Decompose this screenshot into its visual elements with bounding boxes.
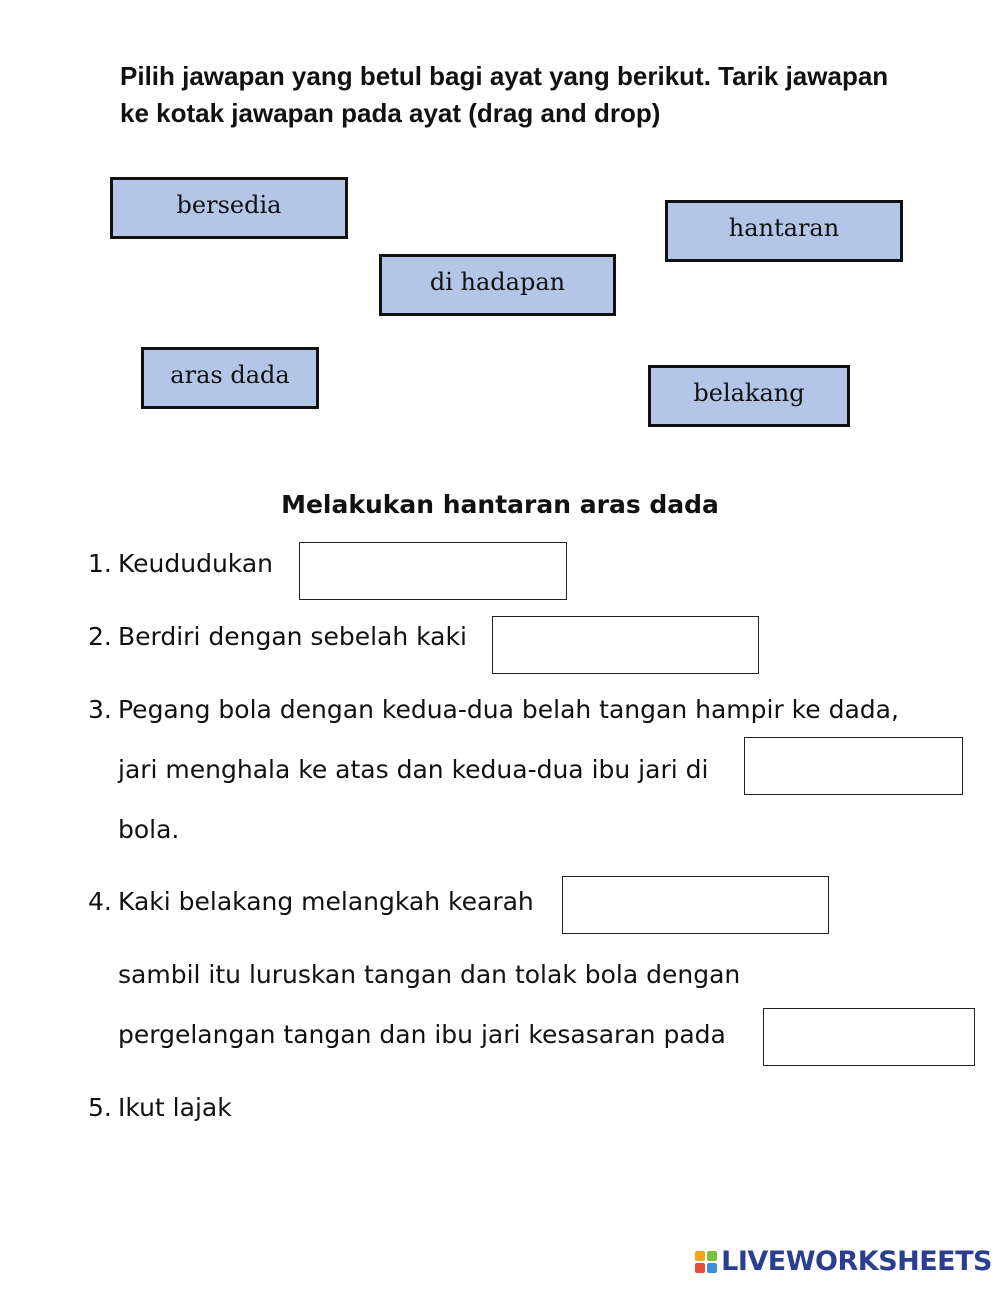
question-number: 1. <box>88 549 112 578</box>
drop-box-3[interactable] <box>744 737 963 795</box>
answer-chip-hantaran[interactable]: hantaran <box>665 200 903 262</box>
drop-box-5[interactable] <box>763 1008 975 1066</box>
question-number: 4. <box>88 887 112 916</box>
question-text: Ikut lajak <box>118 1093 232 1122</box>
answer-chip-di-hadapan[interactable]: di hadapan <box>379 254 616 316</box>
question-text: bola. <box>118 815 180 844</box>
section-title: Melakukan hantaran aras dada <box>281 490 719 519</box>
question-text: sambil itu luruskan tangan dan tolak bola dengan <box>118 960 741 989</box>
logo-mark-icon <box>695 1251 717 1273</box>
drop-box-2[interactable] <box>492 616 759 674</box>
liveworksheets-logo <box>695 1246 992 1277</box>
question-number: 2. <box>88 622 112 651</box>
drop-box-1[interactable] <box>299 542 567 600</box>
logo-text: LIVEWORKSHEETS <box>721 1246 992 1277</box>
answer-chip-aras-dada[interactable]: aras dada <box>141 347 319 409</box>
question-text: Keududukan <box>118 549 274 578</box>
question-text: Berdiri dengan sebelah kaki <box>118 622 467 651</box>
instructions: Pilih jawapan yang betul bagi ayat yang berikut. Tarik jawapan ke kotak jawapan pada ayat (drag and drop) <box>120 61 889 128</box>
drop-box-4[interactable] <box>562 876 829 934</box>
question-number: 5. <box>88 1093 112 1122</box>
answer-chip-bersedia[interactable]: bersedia <box>110 177 348 239</box>
answer-chip-belakang[interactable]: belakang <box>648 365 850 427</box>
question-text: pergelangan tangan dan ibu jari kesasaran pada <box>118 1020 726 1049</box>
question-text: Pegang bola dengan kedua-dua belah tangan hampir ke dada, <box>118 695 899 724</box>
question-text: jari menghala ke atas dan kedua-dua ibu jari di <box>118 755 709 784</box>
question-text: Kaki belakang melangkah kearah <box>118 887 534 916</box>
question-number: 3. <box>88 695 112 724</box>
